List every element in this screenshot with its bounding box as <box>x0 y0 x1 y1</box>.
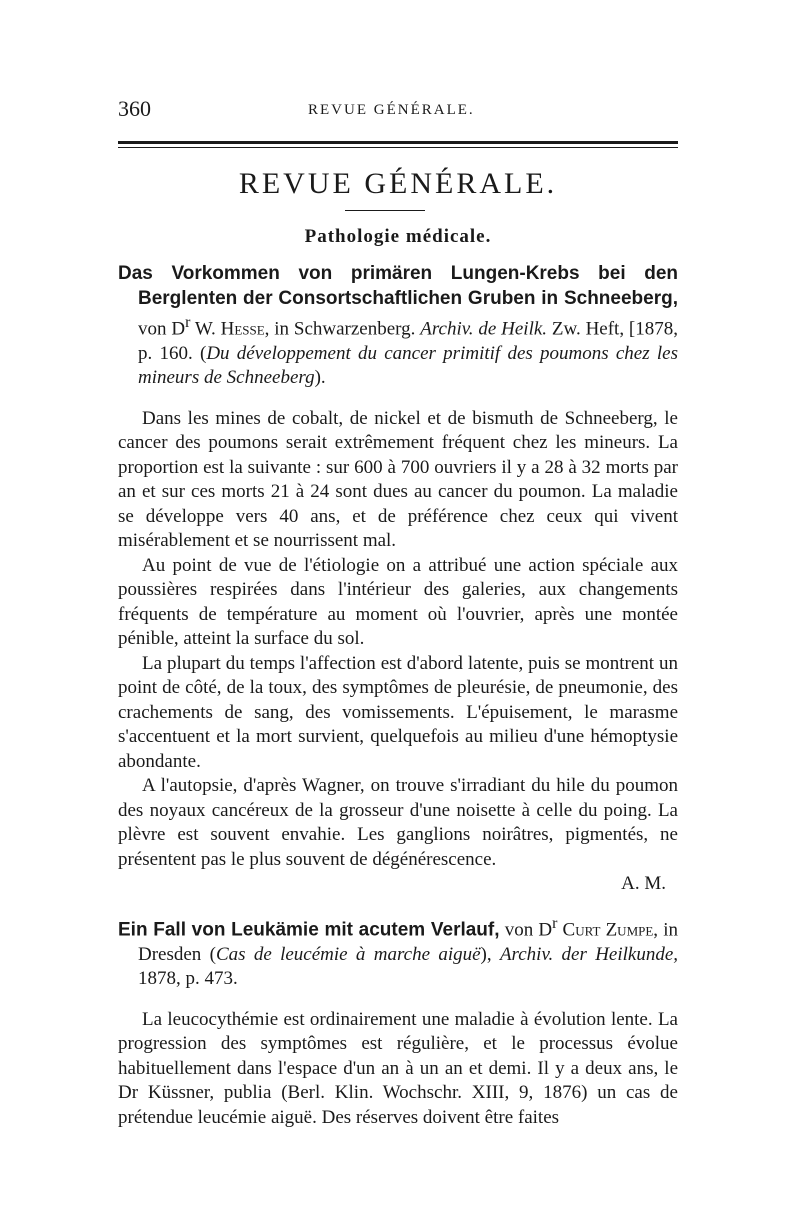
article-2-heading <box>118 912 678 992</box>
running-title: REVUE GÉNÉRALE. <box>308 102 475 118</box>
article-2-paragraph: La leucocythémie est ordinairement une maladie à évolution lente. La progression des symptômes est régulière, et le processus évolue habituellement dans l'espace d'un an à un an et demi. Il y a deux ans, le Dr Küssner, publia (Berl. Klin. Wochschr. XIII, 9, 1876) un cas de prétendue leucémie aiguë. Des réserves doivent être faites <box>118 1008 678 1128</box>
article-2-french-title: Cas de leucémie à marche aiguë <box>215 943 481 965</box>
article-1-paragraph: La plupart du temps l'affection est d'abord latente, puis se montrent un point de côté, de la toux, des symptômes de pleurésie, de pneumonie, des crachements de sang, des vomissements. L'épuisement, le marasme s'accentuent et la mort survient, quelquefois au milieu d'une hémoptysie abondante. <box>118 652 678 772</box>
article-2-author: Curt Zumpe, <box>557 919 659 941</box>
section-title: Pathologie médicale. <box>304 226 492 247</box>
article-1-paragraph: A l'autopsie, d'après Wagner, on trouve s'irradiant du hile du poumon des noyaux cancéreux de la grosseur d'une noisette à celle du poing. La plèvre est souvent envahie. Les ganglions noirâtres, pigmentés, ne présentent pas le plus souvent de dégénérescence. <box>118 775 678 870</box>
article-1-by: von D <box>138 318 186 340</box>
article-2-by: von D <box>499 919 553 941</box>
article-2-journal: Archiv. der Heilkunde, <box>499 943 679 965</box>
article-1-title: Das Vorkommen von primären Lungen-Krebs bei den Berglenten der Consortschaftlichen Gruben in Schneeberg, <box>118 263 678 309</box>
article-2 <box>118 912 678 1130</box>
article-2-sep: ), <box>480 943 500 965</box>
article-2-by-sup: r <box>552 915 558 932</box>
article-1 <box>118 262 678 897</box>
article-2-place: in Dresden ( <box>138 919 678 965</box>
article-1-paragraph: Dans les mines de cobalt, de nickel et de bismuth de Schneeberg, le cancer des poumons serait extrêmement fréquent chez les mineurs. La proportion est la suivante : sur 600 à 700 ouvriers il y a 28 à 32 morts par an et sur ces morts 21 à 24 sont dues au cancer du poumon. La maladie se développe vers 40 ans, et de préférence chez ceux qui vivent misérablement et se nourrissent mal. <box>118 407 678 552</box>
page-number: 360 <box>118 96 151 121</box>
article-1-journal: Archiv. de Heilk. <box>420 318 548 340</box>
article-2-issue: 1878, p. 473. <box>138 968 238 990</box>
article-1-close: ). <box>314 367 326 389</box>
article-1-paragraph: Au point de vue de l'étiologie on a attribué une action spéciale aux poussières respirées dans l'intérieur des galeries, aux changements fréquents de température au moment où l'ouvrier, après une montée pénible, atteint la surface du sol. <box>118 554 678 650</box>
article-2-title: Ein Fall von Leukämie mit acutem Verlauf, <box>118 919 500 941</box>
article-1-author: W. Hesse, <box>190 318 270 340</box>
main-title: REVUE GÉNÉRALE. <box>238 167 558 200</box>
article-1-signature: A. M. <box>621 873 666 895</box>
article-1-by-sup: r <box>185 314 191 331</box>
article-1-place: in Schwarzenberg. <box>269 318 421 340</box>
header-rule-thin <box>118 147 678 148</box>
article-1-issue: Zw. Heft, [1878, p. 160. ( <box>138 318 678 364</box>
header-rule-thick <box>118 141 678 144</box>
title-divider <box>345 210 425 211</box>
article-1-heading <box>118 262 678 391</box>
article-1-french-title: Du développement du cancer primitif des poumons chez les mineurs de Schneeberg <box>138 342 678 389</box>
page-header <box>118 96 678 126</box>
